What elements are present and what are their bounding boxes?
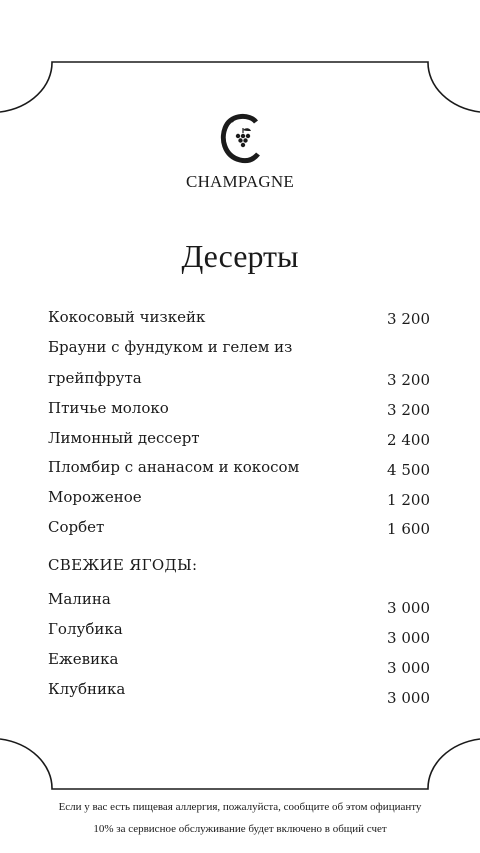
menu-item-name: Брауни с фундуком и гелем из [48,338,293,356]
menu-item-price: 1 200 [387,491,430,509]
menu-item-name: Кокосовый чизкейк [48,308,206,326]
menu-item-price: 3 000 [387,599,430,617]
menu-item-name: Клубника [48,680,126,698]
menu-item-price: 4 500 [387,461,430,479]
allergy-notice: Если у вас есть пищевая аллергия, пожалуйста, сообщите об этом официанту [58,801,422,813]
menu-item-price: 3 200 [387,310,430,328]
menu-item-price: 3 200 [387,371,430,389]
menu-item-price: 1 600 [387,520,430,538]
menu-item-price: 3 000 [387,689,430,707]
menu-item-name: Птичье молоко [48,399,169,417]
service-charge-notice: 10% за сервисное обслуживание будет включено в общий счет [93,823,387,835]
menu-item-price: 3 000 [387,629,430,647]
champagne-monogram-icon [218,112,264,164]
menu-item-price: 2 400 [387,431,430,449]
menu-item-name: Сорбет [48,518,105,536]
menu-item-price: 3 200 [387,401,430,419]
menu-item-price: 3 000 [387,659,430,677]
menu-item-name: Лимонный дессерт [48,429,200,447]
menu-item-name: Голубика [48,620,123,638]
champagne-logo [178,100,302,208]
menu-item-name: Мороженое [48,488,142,506]
logo-brand-text: CHAMPAGNE [186,172,294,191]
page-title: Десерты [181,238,299,274]
menu-item-name-continuation: грейпфрута [48,369,142,387]
menu-item-name: Пломбир с ананасом и кокосом [48,458,300,476]
menu-item-name: Ежевика [48,650,119,668]
section-heading: СВЕЖИЕ ЯГОДЫ: [48,556,198,574]
menu-item-name: Малина [48,590,111,608]
